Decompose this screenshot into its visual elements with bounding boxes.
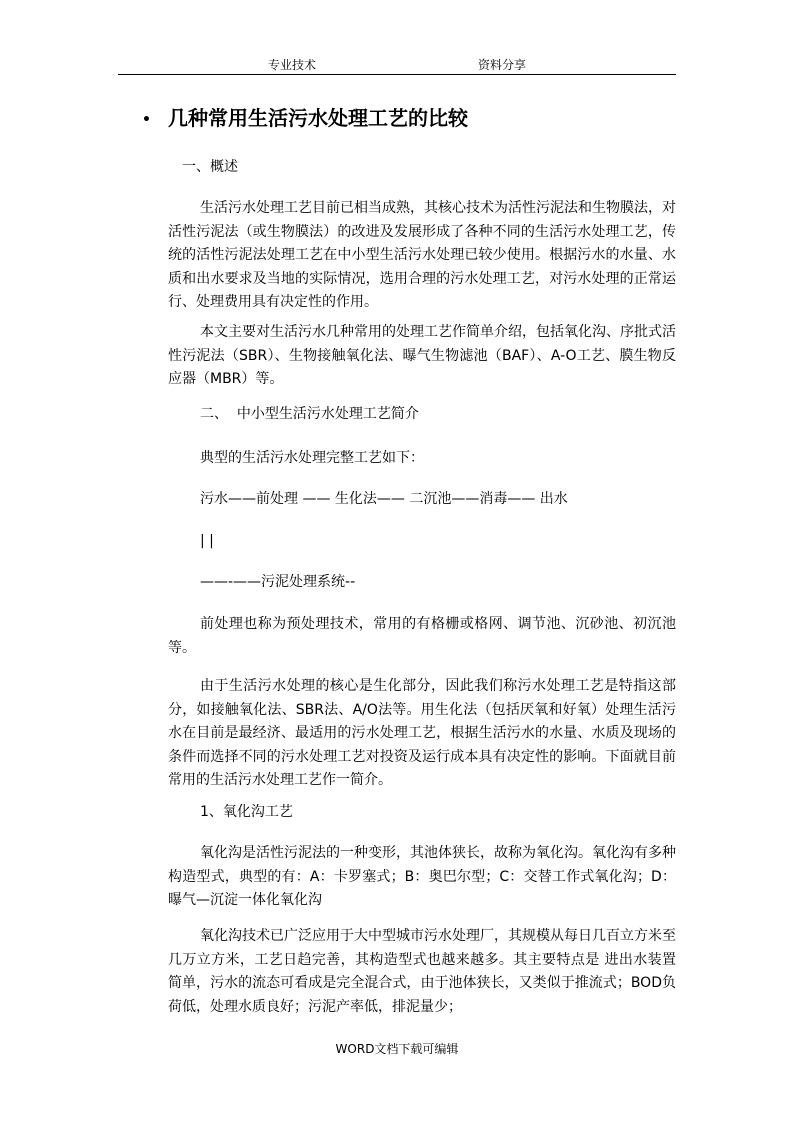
section1-heading: 一、概述 [182,159,238,175]
pretreatment-paragraph: 前处理也称为预处理技术，常用的有格栅或格网、调节池、沉砂池、初沉池等。 [168,616,676,656]
header-divider [118,74,676,75]
footer-text: WORD文档下载可编辑 [335,1042,459,1056]
process-flow-bars: | | [200,533,214,549]
section2-heading: 二、 中小型生活污水处理工艺简介 [200,406,419,422]
oxidation-ditch-paragraph-2: 氧化沟技术已广泛应用于大中型城市污水处理厂，其规模从每日几百立方米至几万立方米，工艺日趋完善，其构造型式也越来越多。其主要特点是 进出水装置简单，污水的流态可看成是完全混合式，由于池体狭长，又类似于推流式；BOD负荷低，处理水质良好；污泥产率低，排泥量少； [168,928,676,1015]
header-right-text: 资料分享 [478,58,527,72]
section1-paragraph-2: 本文主要对生活污水几种常用的处理工艺作简单介绍，包括氧化沟、序批式活性污泥法（SBR）、生物接触氧化法、曝气生物滤池（BAF）、A-O工艺、膜生物反应器（MBR）等。 [168,324,676,387]
bullet-icon: • [142,111,151,128]
process-flow-line: 污水——前处理 —— 生化法—— 二沉池——消毒—— 出水 [200,491,568,507]
header-left-text: 专业技术 [268,58,317,72]
oxidation-ditch-paragraph-1: 氧化沟是活性污泥法的一种变形，其池体狭长，故称为氧化沟。氧化沟有多种构造型式，典型的有：A：卡罗塞式；B：奥巴尔型；C：交替工作式氧化沟；D：曝气—沉淀一体化氧化沟 [168,845,676,908]
subsection1-heading: 1、氧化沟工艺 [200,804,293,820]
sludge-flow-line: ——-——污泥处理系统-- [200,574,356,590]
section1-paragraph-1: 生活污水处理工艺目前已相当成熟，其核心技术为活性污泥法和生物膜法，对活性污泥法（或生物膜法）的改进及发展形成了各种不同的生活污水处理工艺，传统的活性污泥法处理工艺在中小型生活污水处理已较少使用。根据污水的水量、水质和出水要求及当地的实际情况，选用合理的污水处理工艺，对污水处理的正常运行、处理费用具有决定性的作用。 [168,200,676,310]
section2-intro: 典型的生活污水处理完整工艺如下： [200,450,424,466]
title-text: 几种常用生活污水处理工艺的比较 [168,106,468,130]
document-title [142,102,468,131]
core-process-paragraph: 由于生活污水处理的核心是生化部分，因此我们称污水处理工艺是特指这部分，如接触氧化法、SBR法、A/O法等。用生化法（包括厌氧和好氧）处理生活污水在目前是最经济、最适用的污水处理工艺，根据生活污水的水量、水质及现场的条件而选择不同的污水处理工艺对投资及运行成本具有决定性的影响。下面就目前常用的生活污水处理工艺作一简介。 [168,678,676,788]
